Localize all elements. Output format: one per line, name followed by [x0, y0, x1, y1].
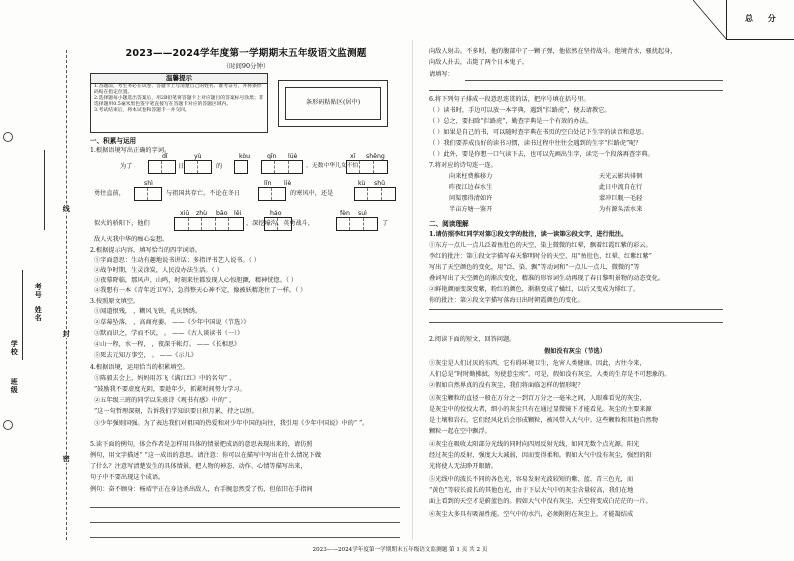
pinyin: liè [284, 180, 292, 187]
continued-text: 向敌人射击。不多时，他的腹部中了一颗子弹，他依然在坚持战斗。绝境背水，骚扰起身， [429, 48, 677, 55]
pinyin: dǐ [162, 153, 168, 160]
q3-item: ②草莓坠落， ，高商亮萎。 ——《少年中国说（节选）》 [94, 319, 250, 326]
essay-line: 颗粒一起在空中飘浮。 [429, 428, 491, 435]
seal-word: 封 [62, 330, 72, 338]
char-grid[interactable] [336, 217, 378, 231]
seal-line [66, 50, 67, 540]
q4-item: ”鼓励我不要虚度光阴，要趁年少，抓紧时间努力学习。 [94, 386, 246, 393]
barcode-area [278, 80, 388, 127]
essay-line: ②假如自然界真的没有灰尘，我们将面临怎样的情形呢？ [429, 382, 584, 389]
q4-item: ①陈毅去会上，妈妈用苏飞《满江红》中的名句“ ， [94, 375, 236, 382]
exam-title: 2023——2024学年度第一学期期末五年级语文监测题 [125, 48, 367, 59]
pinyin: bāo [216, 210, 228, 217]
question-6: 6.将下列句子排成一段意思连贯的话，把序号填在括号里。 [429, 96, 590, 103]
pinyin: suì [358, 210, 367, 217]
name-label: 姓名 [34, 306, 44, 322]
reading-q1: 1.请仿照李红同学对第①段文字的批注，读一读第②段文字，进行批注。 [429, 231, 628, 238]
example-sentence: 例句：奋不顾身：杨靖宇正在身边杀出敌人，右手腕忽然受了伤，但依旧在手指间 [90, 486, 313, 493]
pinyin: zhù [196, 210, 208, 217]
char-grid[interactable] [148, 160, 176, 174]
notice-box [90, 73, 268, 133]
q3-item: ⑤死去元知万事空， 。 ——《示儿》 [94, 352, 197, 359]
column-divider [412, 40, 413, 540]
pinyin: xiū [180, 210, 190, 217]
q6-item: （ ）总之，要扫除“拦路虎”，勤查字典是一个有效的办法。 [429, 118, 592, 125]
answer-line[interactable] [90, 507, 400, 508]
char-grid[interactable] [174, 217, 244, 231]
char-grid[interactable] [234, 160, 248, 174]
poem-left: 向来枉费推移力 [449, 173, 493, 180]
essay-line: ③灰尘颗粒的直径一般在万分之一到百万分之一毫米之间，人眼难看见的灰尘， [429, 395, 646, 402]
binding-hole [3, 132, 13, 142]
seal-word: 线 [62, 205, 72, 213]
text: 勇往直前， [94, 190, 125, 197]
question-2: 2.根据提示内容，填写恰当的四字词语。 [90, 247, 202, 254]
pinyin: kù [358, 180, 366, 187]
question-5: 5.读下面的例句，体会作者是怎样用具体的情景把成语的意思表现出来的，请仿照 [90, 441, 313, 448]
right-column [425, 0, 725, 548]
page-footer: 2023——2024学年度第一学期期末五年级语文监测题 第 1 页 共 2 页 [312, 547, 488, 553]
pinyin: fèn [340, 210, 350, 217]
essay-line: 面上看到的天空才是蔚蓝色的。假如大气中没有灰尘，天空将变成白茫茫的一片。 [429, 498, 652, 505]
question-5-line: 句子中不要出现这个成语。 [90, 474, 165, 481]
section-heading: 二、阅读理解 [429, 220, 469, 228]
section-heading: 一、积累与运用 [90, 137, 137, 145]
char-grid[interactable] [258, 187, 286, 201]
char-grid[interactable] [184, 160, 212, 174]
seal-word: 密 [62, 455, 72, 463]
question-5-line: 例句，用文字描述“ ”这一成语的意思。请注意：你可以在描写中写出在什么情况下做 [90, 452, 322, 459]
essay-line: 人们总是“时时勤拂拭，勿使惹尘埃”。可是，假如没有灰尘，人类的生存是不可想象的。 [429, 371, 671, 378]
poem-right: 为有源头活水来 [599, 206, 643, 213]
pinyin: qīn [267, 153, 277, 160]
essay-line: 经过灰尘的反射，强度大大减弱，因而变得柔和。假如大气中没有灰尘，强烈的阳 [429, 452, 652, 459]
binding-margin [0, 0, 86, 548]
answer-line[interactable] [429, 322, 723, 323]
poem-right: 天光云影共徘徊 [599, 173, 643, 180]
pinyin: shēng [366, 153, 385, 160]
answer-line[interactable] [429, 90, 723, 91]
notice-line: 1.答题前，考生务必在试卷、答题卡上写清楚自己的姓名、准考证号，并将条形码贴在指定位置。 [94, 83, 262, 95]
poem-right: 此日中流自在行 [599, 184, 643, 191]
notice-line: 2.选择题每小题选出答案后，用2B铅笔将答题卡上对应题目的答案标号涂黑；非选择题用0.5毫米黑色签字笔直接写在答题卡对应的答题区域内。 [94, 95, 264, 107]
barcode-label: 条形码粘贴区(居中) [285, 87, 381, 120]
binding-hole [3, 420, 13, 430]
pinyin: lěi [234, 210, 242, 217]
q2-item: ④我想有一本《青年近卫军》，急得整天心神不定，像被妖精迷住了一样。（ ） [94, 287, 307, 294]
q4-item: ”这一句哲理深刻，告诉我们学知识要日积月累，持之以恒。 [94, 408, 259, 415]
essay-line: ④灰尘在吸收太阳部分光线的同时向四周反射光线，如同无数个点光源。阳光 [429, 441, 640, 448]
text: 似火的骄阳下，他们 [94, 220, 150, 227]
poem-right: 蒙冲巨舰一毛轻 [599, 195, 643, 202]
text: 日 [178, 163, 185, 170]
question-5-line: 了什么？注意写清楚发生的具体情景，把人物的神态、动作、心情等描写出来， [90, 463, 307, 470]
passage-line: 写出了天空颜色的变化，用“泛、染、飘”等动词和“一点儿一点儿、微微的”等 [429, 264, 640, 271]
q2-item: ①字面意思：生动有趣地说书讲话；多指评书艺人说书。（ ） [94, 257, 260, 264]
passage-line: ②鲜艳颜丽变深变紫，粉红的颜色，渐渐变成了橘红，以后又变成为绯红了。 [429, 286, 640, 293]
pinyin: háo [270, 210, 282, 217]
essay-line: 是灰尘中的佼佼大者，细小的灰尘只有在通过显微镜下才能看见。灰尘的主要来源 [429, 406, 652, 413]
text: 了 [382, 220, 389, 227]
pinyin: lüè [288, 153, 298, 160]
passage-line: 你的批注：第②段文字描写落海日出时朝霞颜色的变化。 [429, 297, 584, 304]
char-grid[interactable] [261, 160, 303, 174]
poem-left: 昨夜江边春水生 [449, 184, 493, 191]
text: 的寒风中，还是 [290, 190, 334, 197]
total-score-label: 总 分 [745, 14, 782, 23]
pinyin: xī [350, 153, 356, 160]
exam-number-label: 考号 [34, 283, 44, 299]
q6-item: （ ）此外，要是你想一口气读下去，也可以先画出生字，读完一个段落再查字典。 [429, 151, 654, 158]
q6-item: （ ）读书时，手边可以放一本字典，遇到“拦路虎”，便去请教它。 [429, 107, 611, 114]
question-7: 7.将对应的诗句连一连。 [429, 162, 497, 169]
text: 敌人灭我中华的痴心妄想。 [94, 236, 169, 243]
passage-line: 李红的批注：第①段文字描写春天黎明时分的天空，用“鱼肚色、红晕、红紫红紫” [429, 253, 652, 260]
essay-line: ⑤光线中的波长不同的各色光，容易发射光波较短的紫、蓝、青三色光，而 [429, 476, 634, 483]
q3-item: ④山一程，水一程， ，夜深千帐灯。 ——《长相思》 [94, 341, 241, 348]
essay-line: “黄色”等较长波长的其他色光，由于下层大气中的灰尘含量较高，我们在地 [429, 487, 634, 494]
q3-item: ①闻道恨残， ，糊风飞铁，孔庆锈绣。 [94, 308, 202, 315]
q2-item: ②战争时期，生灵涂炭，人民没办法生活。（ ） [94, 267, 223, 274]
question-3: 3.按照原文填空。 [90, 298, 140, 305]
answer-line[interactable] [90, 522, 400, 523]
question-4: 4.根据语境，运用恰当的积累填空。 [90, 364, 189, 371]
pinyin: shì [144, 180, 153, 187]
school-label: 学校 [10, 340, 20, 356]
q4-item: ②五年级三班的同学以朱熹诗《观书有感》中的“ ， [94, 397, 236, 404]
essay-line: ①灰尘是人们讨厌的东西，它有碍环境卫生，危害人类健康。因此，古往今来， [429, 360, 646, 367]
text: 为了 [120, 163, 133, 170]
margin-underline [44, 150, 45, 230]
notice-title: 温馨提示 [91, 74, 267, 84]
exam-time: （时间90分钟） [222, 62, 270, 70]
q4-item: ③少年强则国强。为了表达我们对祖国的热爱和对少年中国的向往，我引用《少年中国说》中的“ ”。 [94, 420, 369, 427]
q6-item: （ ）我们要养成良好的读书习惯，读书过程中往往会遇到的生字“拦路虎”呢？ [429, 140, 642, 147]
answer-label: 请填写： [429, 71, 454, 78]
char-grid[interactable] [354, 187, 396, 201]
pinyin: yù [194, 153, 202, 160]
text: ，无数中华儿女不怕 [306, 163, 359, 169]
answer-line[interactable] [429, 309, 723, 310]
total-score-box [726, 0, 794, 40]
reading-q2: 2.阅读下面的短文，回答问题。 [429, 336, 516, 343]
q2-item: ③夜幕降临，那风声、山鸣，时刻来往都发现人心惊胆颤，精神恍惚。（ ） [94, 277, 298, 284]
essay-line: ⑥灰尘大多具有吸湿性能。空气中的水汽，必须附附在灰尘上，才能凝结成 [429, 511, 634, 518]
text: ，深挖壕沟，英勇战斗， [246, 220, 315, 227]
class-label: 班级 [10, 378, 20, 394]
answer-line[interactable] [90, 537, 400, 538]
pinyin: lǐn [264, 180, 272, 187]
essay-title: 假如没有灰尘（节选） [544, 348, 606, 355]
passage-line: ①东方一点儿一点儿泛着鱼肚色的天空，染上微微的红晕，飘着红霞红紫的彩云。 [429, 242, 652, 249]
essay-line: 光将使人无法睁开眼睛。 [429, 463, 498, 470]
left-column [88, 0, 404, 548]
passage-line: 叠词写出了天空颜色的渐次变化，精准的形容词生动再现了春日黎明景物的动态变化。 [429, 275, 665, 282]
pinyin: shǔ [374, 180, 386, 187]
continued-text: 向敌人扑去，击毙了两个日本鬼子。 [429, 59, 528, 66]
poem-left: 半亩方塘一鉴开 [449, 206, 493, 213]
q6-item: （ ）如果是自己的书，可以随时查字典在书页的空白处记下生字的读音和意思。 [429, 129, 648, 136]
pinyin: kòu [239, 153, 251, 160]
margin-underline [22, 270, 23, 360]
char-grid[interactable] [134, 187, 162, 201]
notice-line: 3.考试结束后，将本试卷和答题卡一并交回。 [94, 108, 190, 114]
answer-line[interactable] [465, 80, 723, 81]
question-1: 1.根据语境写出正确的字词。 [90, 147, 171, 154]
poem-left: 问渠那得清如许 [449, 195, 493, 202]
text: 的 [216, 163, 223, 170]
q3-item: ③默而识之，学而不厌， 。 ——《古人谈读书（一）》 [94, 330, 244, 337]
text: 与祖国共存亡。不论在冬日 [166, 190, 241, 197]
essay-line: 是土壤和岩石，它们经风化后会形成颗粒，被风带入大气中。这些颗粒和其他自然物 [429, 417, 658, 424]
